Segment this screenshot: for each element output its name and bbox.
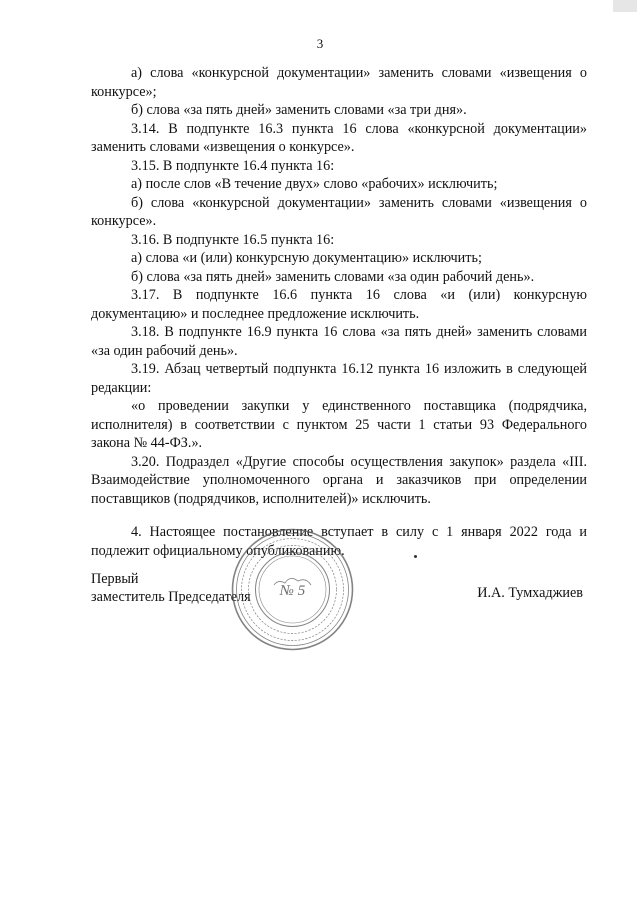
paragraph: «о проведении закупки у единственного поставщика (подрядчика, исполнителя) в соответствии с пунктом 25 части 1 статьи 93 Федерального закона № 44-ФЗ.».: [91, 398, 587, 451]
signatory-title-line1: Первый: [91, 571, 139, 587]
paragraph: 3.15. В подпункте 16.4 пункта 16:: [131, 157, 335, 174]
paragraph: 3.17. В подпункте 16.6 пункта 16 слова «и (или) конкурсную документацию» и последнее предложение исключить.: [91, 287, 587, 322]
paragraph: а) слова «и (или) конкурсную документацию» исключить;: [131, 250, 482, 266]
paragraph: б) слова «конкурсной документации» заменить словами «извещения о конкурсе».: [91, 194, 587, 229]
seal-number: № 5: [279, 583, 306, 599]
signatory-title: [91, 570, 251, 606]
paragraph: 3.14. В подпункте 16.3 пункта 16 слова «конкурсной документации» заменить словами «извещения о конкурсе».: [91, 120, 587, 155]
paragraph: б) слова «за пять дней» заменить словами «за три дня».: [131, 102, 467, 118]
signatory-name: И.А. Тумхаджиев: [477, 585, 583, 601]
final-paragraph: 4. Настоящее постановление вступает в силу с 1 января 2022 года и подлежит официальному опубликованию.: [91, 524, 587, 559]
signatory-title-line2: заместитель Председателя: [91, 589, 251, 605]
document-body: [91, 64, 587, 560]
ink-dot: [414, 555, 417, 558]
paragraph: б) слова «за пять дней» заменить словами «за один рабочий день».: [131, 268, 535, 285]
paragraph: 3.19. Абзац четвертый подпункта 16.12 пункта 16 изложить в следующей редакции:: [91, 361, 587, 396]
official-seal-stamp: [230, 527, 355, 652]
corner-mark: [613, 0, 637, 12]
paragraph: а) после слов «В течение двух» слово «рабочих» исключить;: [131, 176, 498, 192]
paragraph: а) слова «конкурсной документации» заменить словами «извещения о конкурсе»;: [91, 65, 587, 100]
paragraph: 3.18. В подпункте 16.9 пункта 16 слова «за пять дней» заменить словами «за один рабочий день».: [91, 324, 587, 359]
paragraph: 3.20. Подраздел «Другие способы осуществления закупок» раздела «III. Взаимодействие уполномоченного органа и заказчиков при определении поставщиков (подрядчиков, исполнителей)» исключить.: [91, 453, 587, 507]
paragraph: 3.16. В подпункте 16.5 пункта 16:: [131, 231, 335, 248]
page-number: 3: [316, 36, 324, 51]
